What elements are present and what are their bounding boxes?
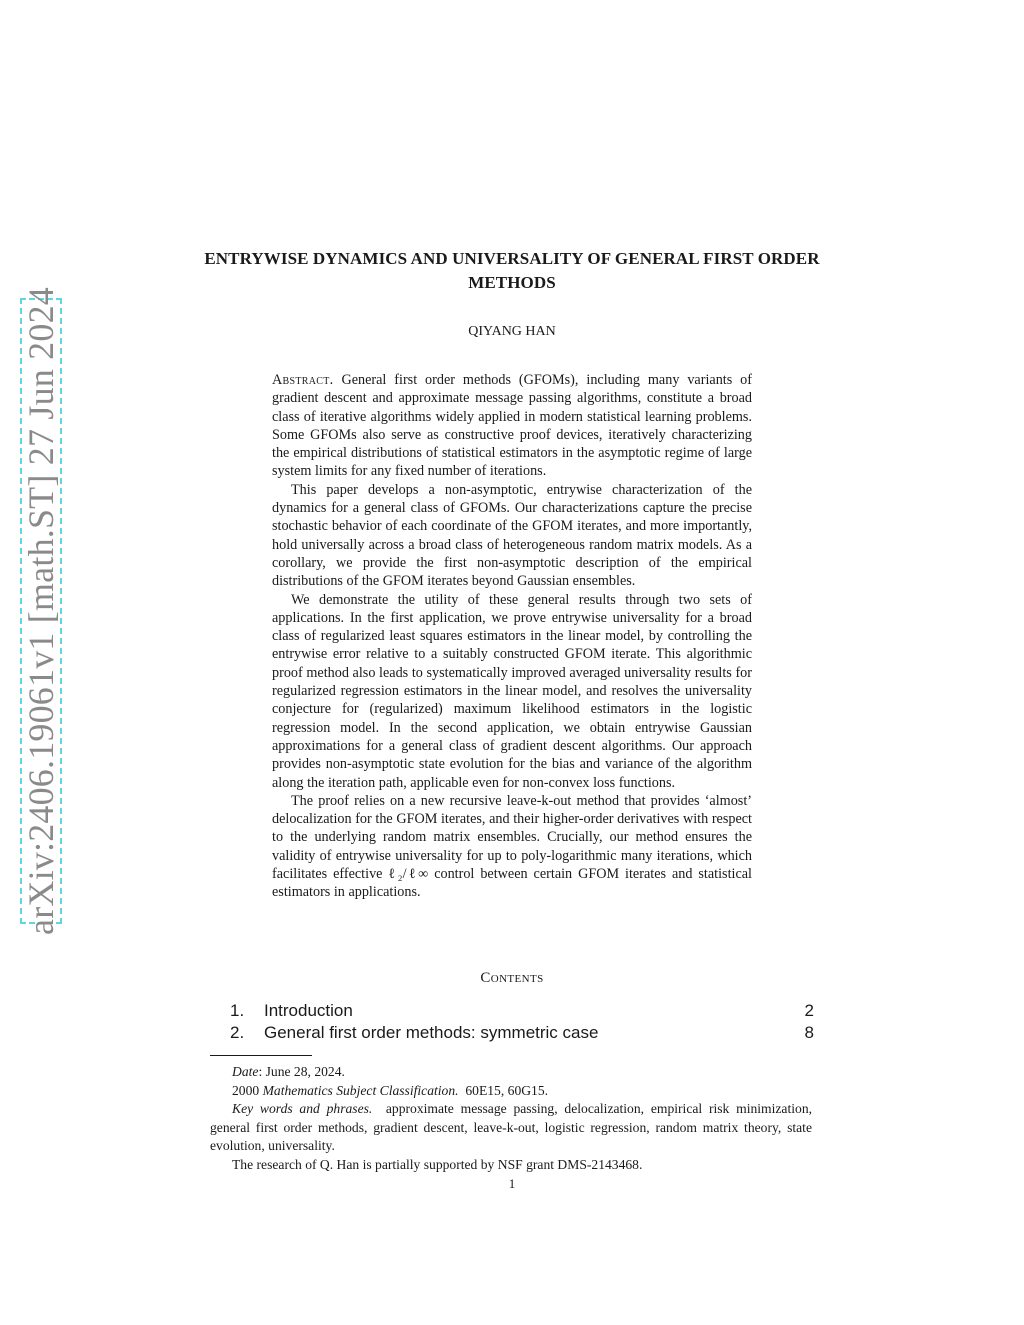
toc-entry-number: 1. — [230, 1001, 245, 1020]
abstract-paragraph-1 — [272, 371, 752, 481]
keywords-label: Key words and phrases. — [232, 1101, 373, 1116]
footnote-rule — [210, 1055, 312, 1056]
toc-entry-title[interactable]: Introduction — [264, 1001, 353, 1020]
abstract-paragraph-3: We demonstrate the utility of these general results through two sets of applications. In the first application, we prove entrywise universality for a broad class of regularized least squares estimators in the linear model, by controlling the entrywise error relative to a suitably constructed GFOM iterate. This algorithmic proof method also leads to systematically improved averaged universality results for regularized regression estimators in the linear model, and resolves the universality conjecture for (regularized) maximum likelihood estimators in the logistic regression model. In the second application, we obtain entrywise Gaussian approximations for a general class of gradient descent algorithms. Our approach provides non-asymptotic state evolution for the bias and variance of the algorithm along the iteration path, applicable even for non-convex loss functions. — [272, 591, 752, 791]
paper-title: ENTRYWISE DYNAMICS AND UNIVERSALITY OF GENERAL FIRST ORDER METHODS — [204, 249, 820, 292]
msc-label: Mathematics Subject Classification. — [262, 1082, 459, 1098]
keywords-value: approximate message passing, delocalization, empirical risk minimization, general first order methods, gradient descent, leave-k-out, logistic regression, random matrix theory, state evolution, universality. — [210, 1101, 813, 1153]
abstract-text-1: General first order methods (GFOMs), including many variants of gradient descent and approximate message passing algorithms, constitute a broad class of iterative algorithms widely applied in modern statistical learning problems. Some GFOMs also serve as constructive proof devices, iteratively characterizing the empirical distributions of statistical estimators in the asymptotic regime of large system limits for any fixed number of iterations. — [272, 372, 752, 480]
footnote-msc — [210, 1082, 812, 1101]
toc-entry-page: 8 — [804, 1023, 814, 1042]
msc-value: 60E15, 60G15. — [465, 1082, 549, 1098]
toc-entry[interactable] — [230, 1022, 814, 1044]
date-label: Date — [232, 1064, 259, 1079]
footnote-funding: The research of Q. Han is partially supported by NSF grant DMS-2143468. — [232, 1156, 643, 1172]
table-of-contents — [230, 1000, 814, 1044]
msc-year: 2000 — [232, 1082, 263, 1098]
toc-entry-page: 2 — [804, 1001, 814, 1020]
toc-entry-number: 2. — [230, 1023, 245, 1042]
footnote-keywords — [210, 1100, 812, 1156]
page-number: 1 — [508, 1176, 516, 1191]
contents-heading: Contents — [480, 970, 544, 986]
footnote-date — [210, 1063, 812, 1082]
toc-entry[interactable] — [230, 1000, 814, 1022]
arxiv-stamp: arXiv:2406.19061v1 [math.ST] 27 Jun 2024 — [21, 287, 61, 935]
toc-entry-title[interactable]: General first order methods: symmetric case — [264, 1023, 599, 1042]
abstract-paragraph-2: This paper develops a non-asymptotic, entrywise characterization of the dynamics for a general class of GFOMs. Our characterizations capture the precise stochastic behavior of each coordinate of the GFOM iterates, and more importantly, hold universally across a broad class of heterogeneous random matrix models. As a corollary, we provide the first non-asymptotic description of the empirical distributions of the GFOM iterates beyond Gaussian ensembles. — [272, 481, 752, 590]
author-name: QIYANG HAN — [468, 324, 556, 339]
footnotes — [210, 1063, 812, 1174]
date-value: : June 28, 2024. — [258, 1064, 345, 1079]
abstract-paragraph-4: The proof relies on a new recursive leave-k-out method that provides ‘almost’ delocalization for the GFOM iterates, and their higher-order derivatives with respect to the underlying random matrix ensembles. Crucially, our method ensures the validity of entrywise universality for up to poly-logarithmic many iterations, which facilitates effective ℓ₂/ℓ∞ control between certain GFOM iterates and statistical estimators in applications. — [272, 792, 752, 901]
abstract-label: Abstract. — [272, 372, 334, 388]
abstract — [272, 371, 752, 902]
